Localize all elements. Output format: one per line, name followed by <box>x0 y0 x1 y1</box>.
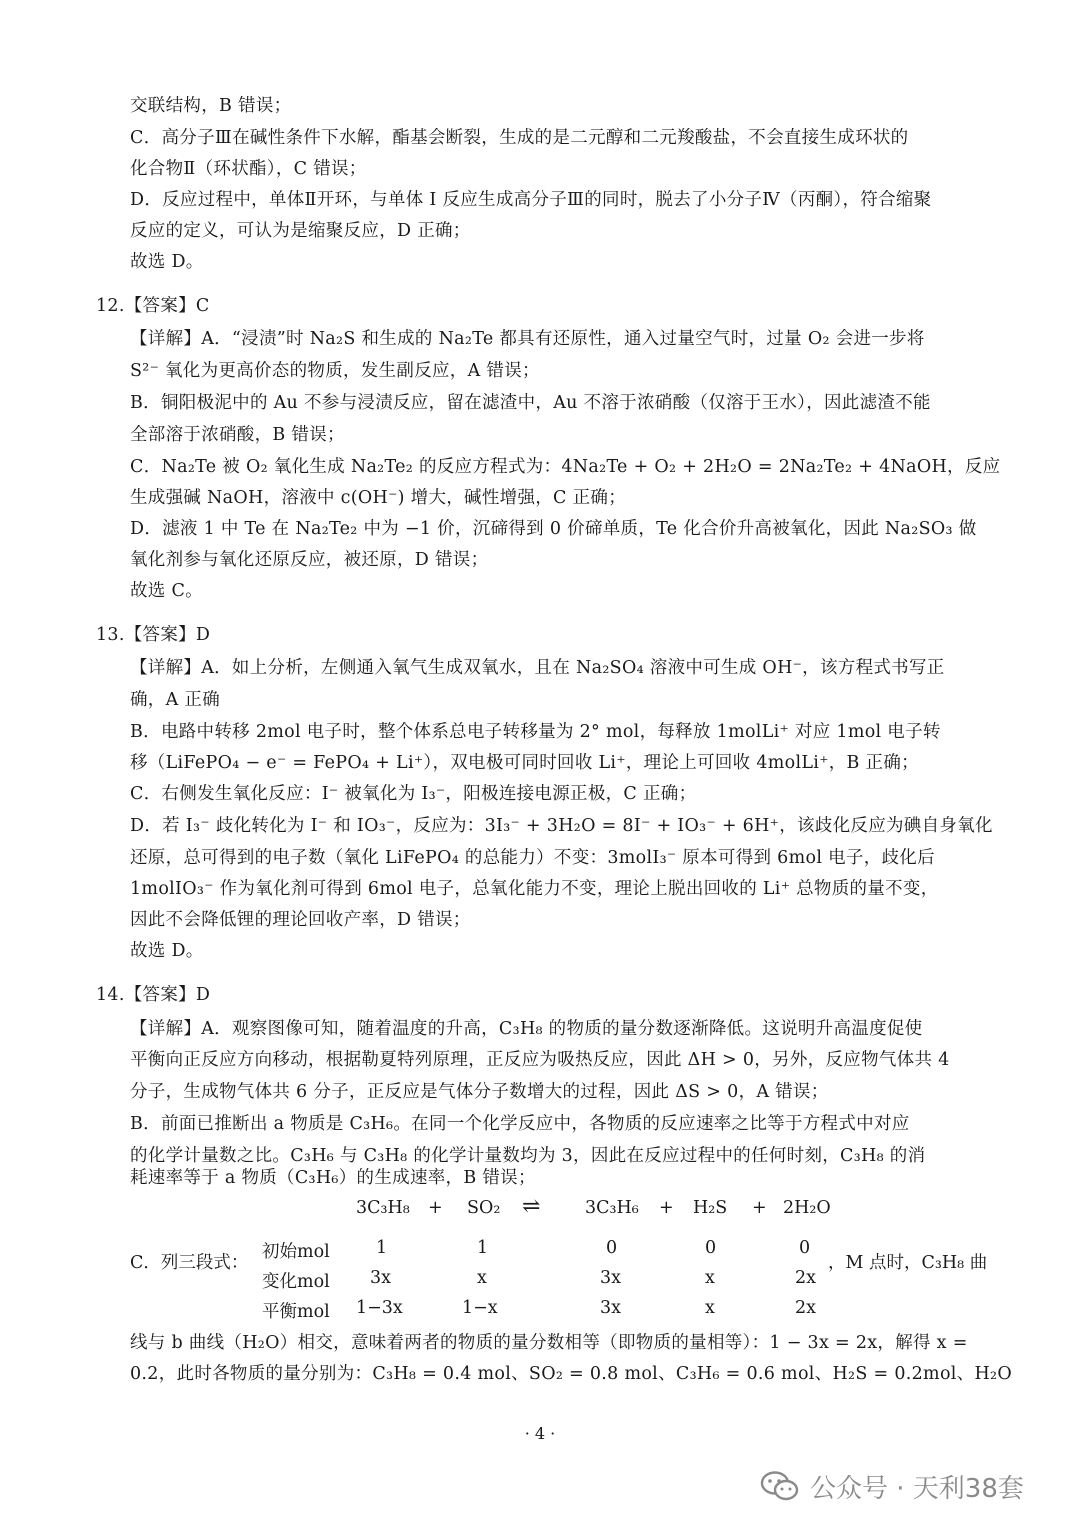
equation-term: + <box>659 1198 674 1218</box>
text-line: 反应的定义，可认为是缩聚反应，D 正确； <box>130 221 471 241</box>
equation-term: + <box>428 1198 443 1218</box>
text-line: 线与 b 曲线（H₂O）相交，意味着两者的物质的量分数相等（即物质的量相等）：1 − 3x = 2x，解得 x = <box>130 1333 968 1353</box>
text-line: 故选 C。 <box>130 581 203 601</box>
answer-heading-12: 12.【答案】C <box>96 296 210 316</box>
text-line: 故选 D。 <box>130 941 204 961</box>
table-cell: 0 <box>705 1238 717 1258</box>
text-line: 因此不会降低锂的理论回收产率，D 错误； <box>130 910 471 930</box>
text-line: 1molIO₃⁻ 作为氧化剂可得到 6mol 电子，总氧化能力不变，理论上脱出回收的 Li⁺ 总物质的量不变， <box>130 879 939 899</box>
text-line: D．滤液 1 中 Te 在 Na₂Te₂ 中为 −1 价，沉碲得到 0 价碲单质，Te 化合价升高被氧化，因此 Na₂SO₃ 做 <box>130 519 977 539</box>
watermark-text: 公众号 · 天利38套 <box>810 1473 1024 1504</box>
watermark <box>760 1466 1024 1506</box>
text-line: 平衡向正反应方向移动，根据勒夏特列原理，正反应为吸热反应，因此 ΔH > 0，另外，反应物气体共 4 <box>130 1050 950 1070</box>
text-line: 化合物Ⅱ（环状酯），C 错误； <box>130 159 367 179</box>
text-line: B．前面已推断出 a 物质是 C₃H₆。在同一个化学反应中，各物质的反应速率之比等于方程式中对应 <box>130 1114 910 1134</box>
equation-term: 2H₂O <box>783 1198 831 1218</box>
row-label: 平衡mol <box>262 1302 330 1322</box>
table-cell: 0 <box>799 1238 811 1258</box>
table-cell: x <box>477 1268 487 1288</box>
text-line: C．Na₂Te 被 O₂ 氧化生成 Na₂Te₂ 的反应方程式为：4Na₂Te + O₂ + 2H₂O = 2Na₂Te₂ + 4NaOH，反应 <box>130 457 1001 477</box>
answer-heading-13: 13.【答案】D <box>96 625 211 645</box>
text-line: 的化学计量数之比。C₃H₆ 与 C₃H₈ 的化学计量数均为 3，因此在反应过程中的任何时刻，C₃H₈ 的消 <box>130 1146 926 1166</box>
row-label: 初始mol <box>262 1242 330 1262</box>
table-cell: 3x <box>370 1268 392 1288</box>
answer-heading-14: 14.【答案】D <box>96 985 211 1005</box>
text-line: D．若 I₃⁻ 歧化转化为 I⁻ 和 IO₃⁻，反应为：3I₃⁻ + 3H₂O = 8I⁻ + IO₃⁻ + 6H⁺，该歧化反应为碘自身氧化 <box>130 816 993 836</box>
text-line: 交联结构，B 错误； <box>130 96 292 116</box>
text-line: 全部溶于浓硝酸，B 错误； <box>130 425 345 445</box>
text-line: 0.2，此时各物质的量分别为：C₃H₈ = 0.4 mol、SO₂ = 0.8 mol、C₃H₆ = 0.6 mol、H₂S = 0.2mol、H₂O <box>130 1364 1013 1384</box>
equation-term: H₂S <box>693 1198 728 1218</box>
table-cell: 1 <box>376 1238 388 1258</box>
text-line: 耗速率等于 a 物质（C₃H₆）的生成速率，B 错误； <box>130 1168 536 1188</box>
table-cell: 3x <box>600 1298 622 1318</box>
text-line: B．铜阳极泥中的 Au 不参与浸渍反应，留在滤渣中，Au 不溶于浓硝酸（仅溶于王水），因此滤渣不能 <box>130 393 931 413</box>
text-line: 【详解】A．观察图像可知，随着温度的升高，C₃H₈ 的物质的量分数逐渐降低。这说明升高温度促使 <box>130 1019 923 1039</box>
text-line: S²⁻ 氧化为更高价态的物质，发生副反应，A 错误； <box>130 361 540 381</box>
text-line: 氧化剂参与氧化还原反应，被还原，D 错误； <box>130 550 489 570</box>
page-number: · 4 · <box>524 1424 556 1443</box>
table-cell: x <box>705 1298 715 1318</box>
equation-term: 3C₃H₆ <box>585 1198 639 1218</box>
equilibrium-arrow: ⇌ <box>522 1194 541 1219</box>
table-cell: 0 <box>606 1238 618 1258</box>
table-prefix: C．列三段式： <box>130 1253 249 1273</box>
text-line: 移（LiFePO₄ − e⁻ = FePO₄ + Li⁺），双电极可同时回收 Li⁺，理论上可回收 4molLi⁺，B 正确； <box>130 753 919 773</box>
text-line: 分子，生成物气体共 6 分子，正反应是气体分子数增大的过程，因此 ΔS > 0，A 错误； <box>130 1082 829 1102</box>
table-cell: 1−3x <box>356 1298 403 1318</box>
wechat-icon <box>760 1470 800 1502</box>
row-label: 变化mol <box>262 1272 330 1292</box>
text-line: 还原，总可得到的电子数（氧化 LiFePO₄ 的总能力）不变：3molI₃⁻ 原本可得到 6mol 电子，歧化后 <box>130 848 935 868</box>
table-cell: 1 <box>477 1238 489 1258</box>
table-cell: 3x <box>600 1268 622 1288</box>
text-line: C．高分子Ⅲ在碱性条件下水解，酯基会断裂，生成的是二元醇和二元羧酸盐，不会直接生成环状的 <box>130 128 909 148</box>
text-line: 【详解】A．“浸渍”时 Na₂S 和生成的 Na₂Te 都具有还原性，通入过量空气时，过量 O₂ 会进一步将 <box>130 329 925 349</box>
text-line: 确，A 正确 <box>130 690 221 710</box>
table-cell: 2x <box>795 1298 817 1318</box>
text-line: D．反应过程中，单体Ⅱ开环，与单体 I 反应生成高分子Ⅲ的同时，脱去了小分子Ⅳ（丙酮），符合缩聚 <box>130 190 932 210</box>
table-suffix: ，M 点时，C₃H₈ 曲 <box>828 1253 988 1273</box>
text-line: B．电路中转移 2mol 电子时，整个体系总电子转移量为 2° mol，每释放 1molLi⁺ 对应 1mol 电子转 <box>130 722 941 742</box>
text-line: 故选 D。 <box>130 252 204 272</box>
equation-term: + <box>752 1198 767 1218</box>
text-line: 生成强碱 NaOH，溶液中 c(OH⁻) 增大，碱性增强，C 正确； <box>130 488 626 508</box>
text-line: 【详解】A．如上分析，左侧通入氧气生成双氧水，且在 Na₂SO₄ 溶液中可生成 OH⁻，该方程式书写正 <box>130 658 945 678</box>
table-cell: 1−x <box>462 1298 498 1318</box>
equation-term: SO₂ <box>467 1198 501 1218</box>
table-cell: 2x <box>795 1268 817 1288</box>
text-line: C．右侧发生氧化反应：I⁻ 被氧化为 I₃⁻，阳极连接电源正极，C 正确； <box>130 784 697 804</box>
table-cell: x <box>705 1268 715 1288</box>
equation-term: 3C₃H₈ <box>356 1198 410 1218</box>
